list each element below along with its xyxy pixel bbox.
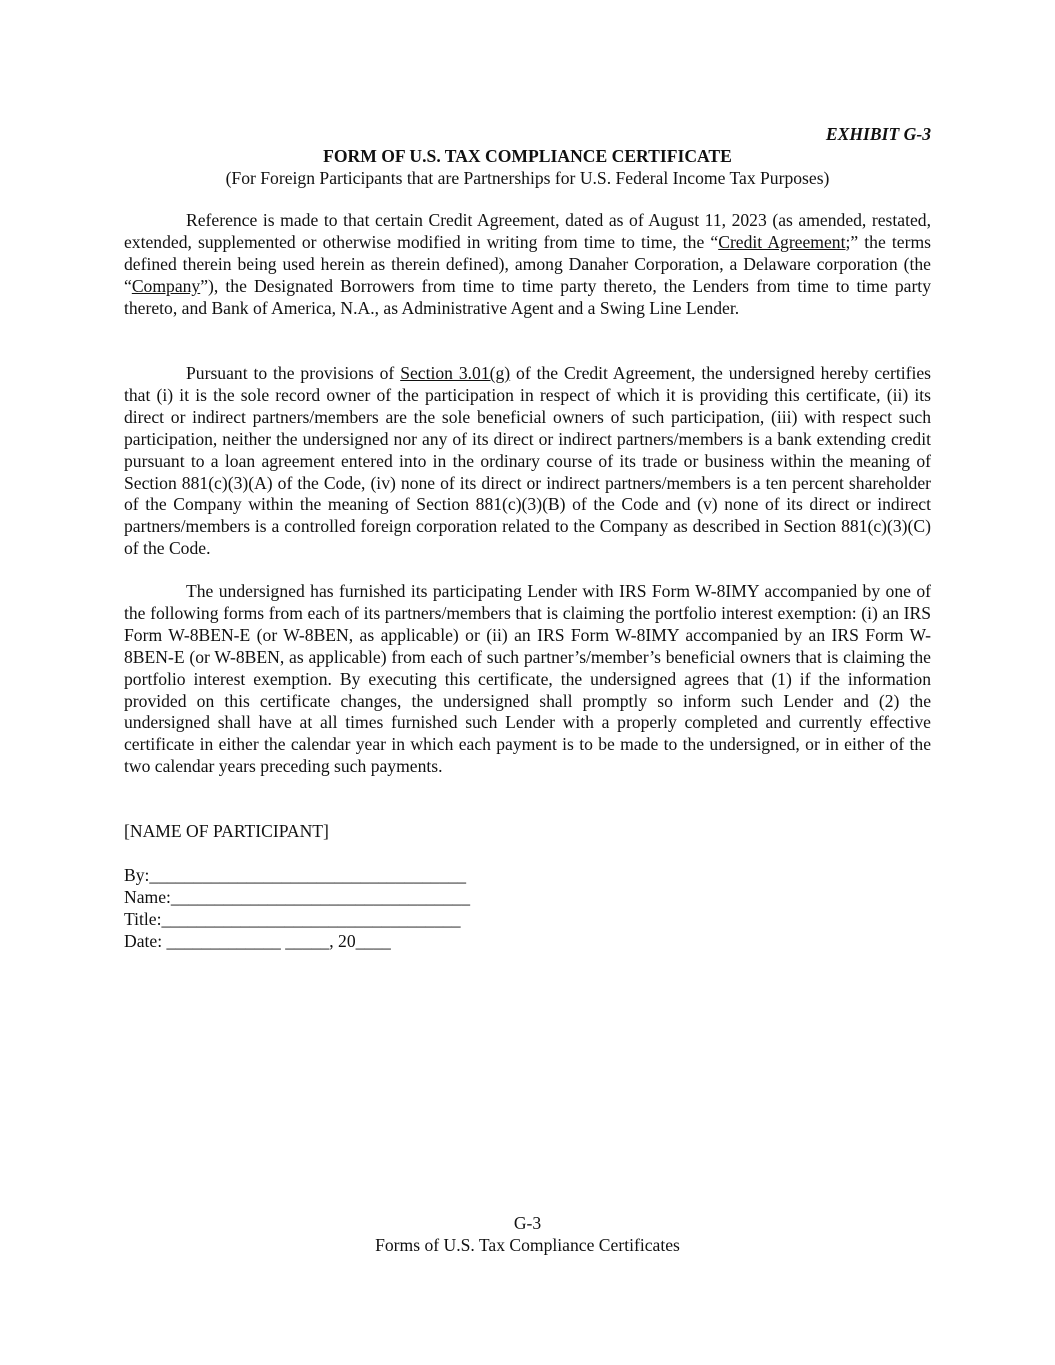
reference-text-c: ”), the Designated Borrowers from time to time party thereto, the Lenders from time to time party thereto, and Bank of America, N.A., as Administrative Agent and a Swing Line Lender. [124,275,931,318]
certification-text-a: Pursuant to the provisions of [186,363,401,383]
footer-caption: Forms of U.S. Tax Compliance Certificates [375,1235,680,1255]
participant-name-placeholder: [NAME OF PARTICIPANT] [124,821,329,841]
reference-text-b: ;” the terms defined therein being used herein as therein defined), among Danaher Corporation, a Delaware corporation (the “ [124,231,931,296]
document-subtitle: (For Foreign Participants that are Partnerships for U.S. Federal Income Tax Purposes) [225,168,830,188]
footer-page-number: G-3 [513,1213,542,1233]
reference-text-a: Reference is made to that certain Credit Agreement, dated as of August 11, 2023 (as amended, restated, extended, supplemented or otherwise modified in writing from time to time, the “ [124,210,931,252]
reference-paragraph [124,210,931,320]
signature-date-line: Date: _____________ _____, 20____ [124,931,391,951]
signature-title-line: Title:__________________________________ [124,909,461,929]
defined-term-credit-agreement: Credit Agreement [718,231,846,252]
certification-paragraph [124,363,931,560]
exhibit-label: EXHIBIT G-3 [825,124,931,144]
signature-by-line: By:____________________________________ [124,865,467,885]
signature-name-line: Name:__________________________________ [124,887,470,907]
certification-text-b: of the Credit Agreement, the undersigned hereby certifies that (i) it is the sole record owner of the participation in respect of which it is providing this certificate, (ii) its direct or indirect partners/members are the sole beneficial owners of such participation, (iii) with respect such participation, neither the undersigned nor any of its direct or indirect partners/members is a bank extending credit pursuant to a loan agreement entered into in the ordinary course of its trade or business within the meaning of Section 881(c)(3)(A) of the Code, (iv) none of its direct or indirect partners/members is a ten percent shareholder of the Company within the meaning of Section 881(c)(3)(B) of the Code and (v) none of its direct or indirect partners/members is a controlled foreign corporation related to the Company as described in Section 881(c)(3)(C) of the Code. [124,363,931,559]
section-reference: Section 3.01(g) [400,363,511,383]
furnishing-paragraph: The undersigned has furnished its participating Lender with IRS Form W-8IMY accompanied by one of the following forms from each of its partners/members that is claiming the portfolio interest exemption: (i) an IRS Form W-8BEN-E (or W-8BEN, as applicable) or (ii) an IRS Form W-8IMY accompanied by an IRS Form W-8BEN-E (or W-8BEN, as applicable) from each of such partner’s/member’s beneficial owners that is claiming the portfolio interest exemption. By executing this certificate, the undersigned agrees that (1) if the information provided on this certificate changes, the undersigned shall promptly so inform such Lender and (2) the undersigned shall have at all times furnished such Lender with a properly completed and currently effective certificate in either the calendar year in which each payment is to be made to the undersigned, or in either of the two calendar years preceding such payments. [124,581,931,777]
defined-term-company: Company [131,275,201,296]
document-title: FORM OF U.S. TAX COMPLIANCE CERTIFICATE [323,146,732,166]
